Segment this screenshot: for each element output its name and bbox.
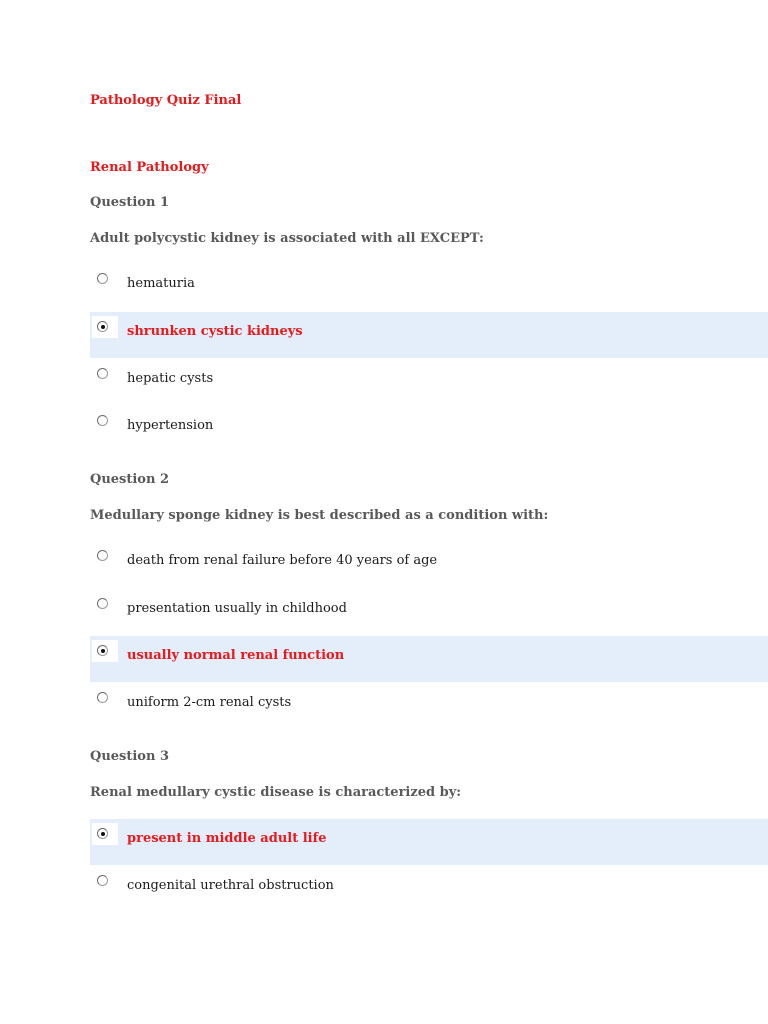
option-label: presentation usually in childhood — [127, 601, 347, 616]
question-1-label: Question 1 — [90, 195, 170, 210]
radio-unselected-icon — [97, 875, 108, 886]
option-label: present in middle adult life — [127, 831, 327, 846]
question-2-label: Question 2 — [90, 472, 170, 487]
option-label: usually normal renal function — [127, 648, 345, 663]
radio-button[interactable] — [92, 870, 118, 892]
question-3-label: Question 3 — [90, 749, 170, 764]
question-3-option-2[interactable] — [90, 866, 768, 912]
radio-selected-icon — [97, 321, 108, 332]
question-2-text: Medullary sponge kidney is best described as a condition with: — [90, 508, 549, 523]
option-label: uniform 2-cm renal cysts — [127, 695, 292, 710]
question-1-option-2[interactable] — [90, 312, 768, 358]
question-2-option-3[interactable] — [90, 636, 768, 682]
question-3-option-1[interactable] — [90, 819, 768, 865]
radio-unselected-icon — [97, 273, 108, 284]
radio-button[interactable] — [92, 545, 118, 567]
option-label: congenital urethral obstruction — [127, 878, 334, 893]
radio-button[interactable] — [92, 268, 118, 290]
option-label: hepatic cysts — [127, 371, 214, 386]
question-1-text: Adult polycystic kidney is associated with all EXCEPT: — [90, 231, 484, 246]
question-1-option-4[interactable] — [90, 406, 768, 452]
radio-button[interactable] — [92, 363, 118, 385]
question-3-text: Renal medullary cystic disease is characterized by: — [90, 785, 462, 800]
radio-button[interactable] — [92, 410, 118, 432]
radio-selected-icon — [97, 828, 108, 839]
radio-unselected-icon — [97, 692, 108, 703]
radio-unselected-icon — [97, 415, 108, 426]
section-title: Renal Pathology — [90, 160, 209, 175]
document-title: Pathology Quiz Final — [90, 93, 242, 108]
radio-button[interactable] — [92, 687, 118, 709]
radio-button[interactable] — [92, 823, 118, 845]
question-1-option-3[interactable] — [90, 359, 768, 405]
radio-selected-icon — [97, 645, 108, 656]
question-1-option-1[interactable] — [90, 264, 768, 310]
question-2-option-1[interactable] — [90, 541, 768, 587]
radio-unselected-icon — [97, 368, 108, 379]
radio-unselected-icon — [97, 598, 108, 609]
question-2-option-4[interactable] — [90, 683, 768, 729]
radio-button[interactable] — [92, 593, 118, 615]
question-2-option-2[interactable] — [90, 589, 768, 635]
option-label: shrunken cystic kidneys — [127, 324, 303, 339]
option-label: death from renal failure before 40 years of age — [127, 553, 438, 568]
option-label: hypertension — [127, 418, 214, 433]
option-label: hematuria — [127, 276, 195, 291]
radio-button[interactable] — [92, 316, 118, 338]
radio-unselected-icon — [97, 550, 108, 561]
radio-button[interactable] — [92, 640, 118, 662]
